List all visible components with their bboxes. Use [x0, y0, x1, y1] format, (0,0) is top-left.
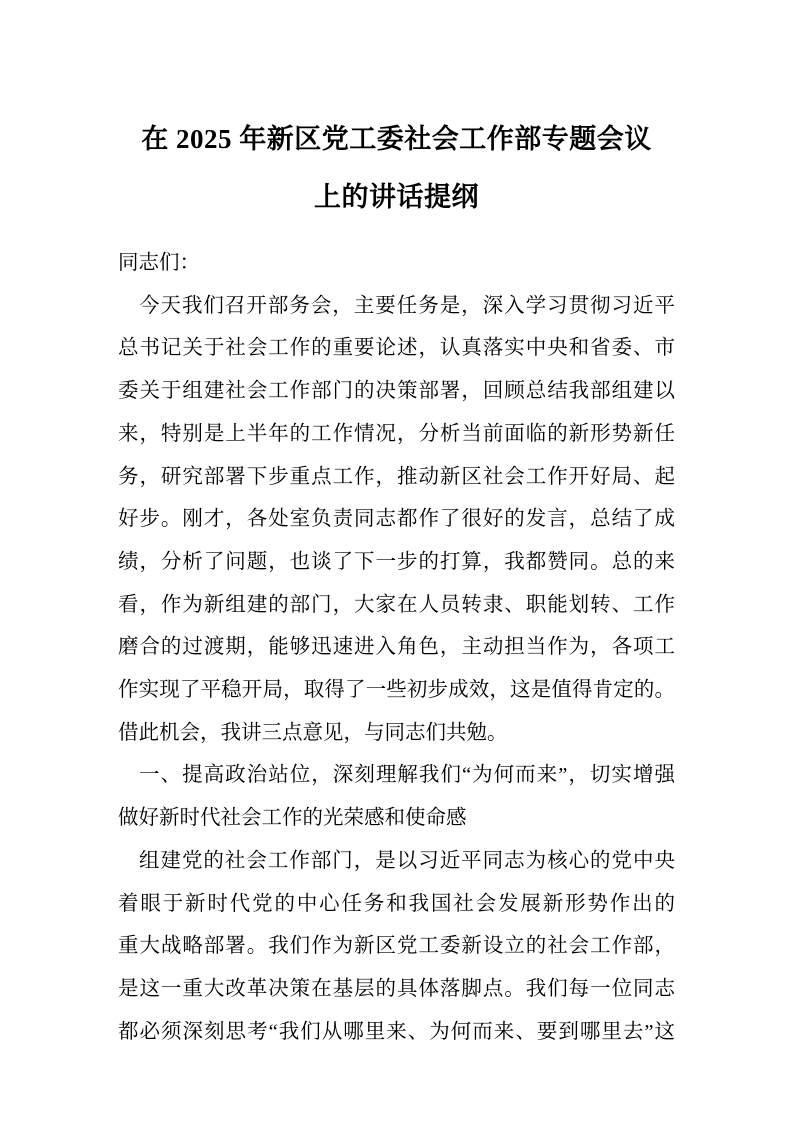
body-paragraph-line: 都必须深刻思考“我们从哪里来、为何而来、要到哪里去”这	[118, 1020, 675, 1043]
body-paragraph-line: 总书记关于社会工作的重要论述，认真落实中央和省委、市	[118, 337, 675, 360]
salutation-line: 同志们：	[118, 252, 200, 274]
body-paragraph-line: 作实现了平稳开局，取得了一些初步成效，这是值得肯定的。	[118, 679, 675, 702]
document-title	[118, 110, 675, 226]
body-paragraph-line: 是这一重大改革决策在基层的具体落脚点。我们每一位同志	[118, 977, 675, 1000]
body-paragraph-line: 今天我们召开部务会，主要任务是，深入学习贯彻习近平	[139, 294, 675, 317]
document-body	[118, 242, 675, 1053]
body-paragraph-line: 重大战略部署。我们作为新区党工委新设立的社会工作部，	[118, 935, 675, 958]
body-paragraph-line: 务，研究部署下步重点工作，推动新区社会工作开好局、起	[118, 465, 675, 488]
body-paragraph-line: 借此机会，我讲三点意见，与同志们共勉。	[118, 721, 508, 744]
document-title-line-2: 上的讲话提纲	[314, 182, 479, 212]
body-paragraph-line: 来，特别是上半年的工作情况，分析当前面临的新形势新任	[118, 422, 675, 445]
body-paragraph-line: 组建党的社会工作部门，是以习近平同志为核心的党中央	[139, 849, 675, 872]
section-heading-line: 一、提高政治站位，深刻理解我们“为何而来”，切实增强	[139, 764, 675, 787]
body-paragraph-line: 看，作为新组建的部门，大家在人员转隶、职能划转、工作	[118, 593, 675, 616]
body-paragraph-line: 磨合的过渡期，能够迅速进入角色，主动担当作为，各项工	[118, 636, 675, 659]
body-paragraph-line: 好步。刚才，各处室负责同志都作了很好的发言，总结了成	[118, 508, 675, 531]
body-paragraph-line: 着眼于新时代党的中心任务和我国社会发展新形势作出的	[118, 892, 675, 915]
document-title-line-1: 在 2025 年新区党工委社会工作部专题会议	[141, 124, 652, 154]
body-paragraph-line: 绩，分析了问题，也谈了下一步的打算，我都赞同。总的来	[118, 550, 675, 573]
section-heading-line: 做好新时代社会工作的光荣感和使命感	[118, 807, 467, 830]
body-paragraph-line: 委关于组建社会工作部门的决策部署，回顾总结我部组建以	[118, 380, 675, 403]
